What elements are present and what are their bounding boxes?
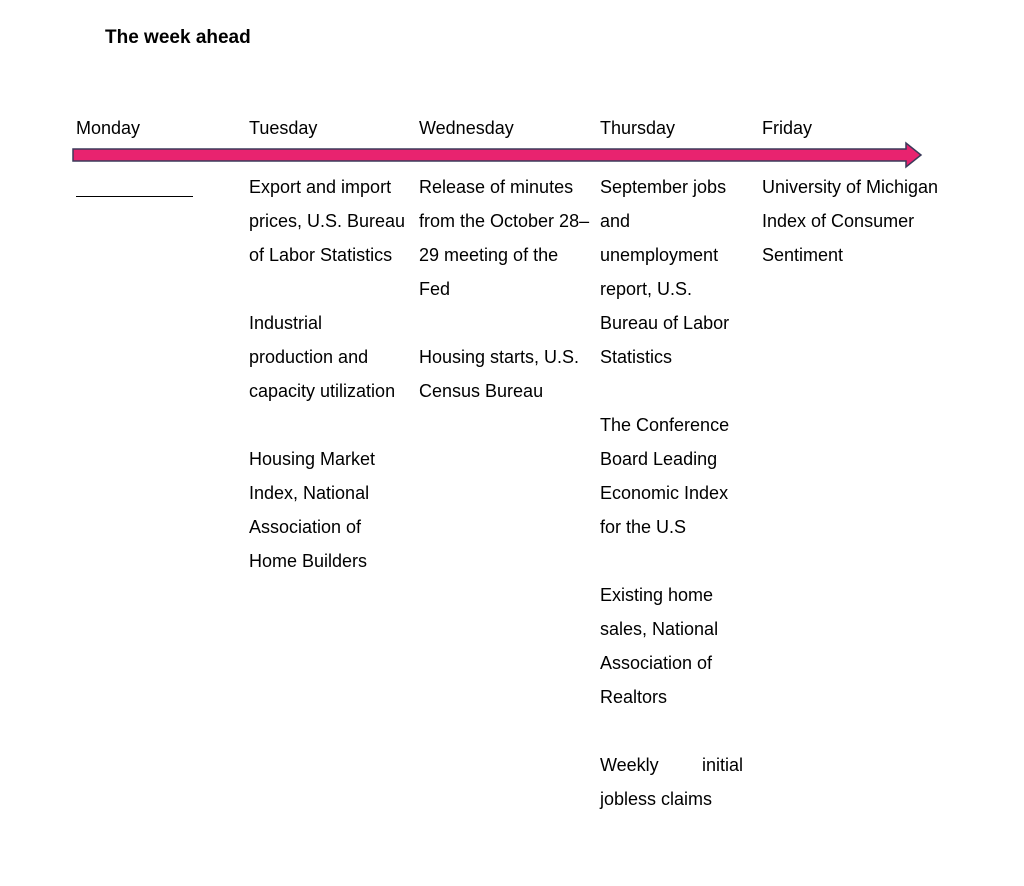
day-label-tuesday: Tuesday xyxy=(249,118,318,138)
event-item: September jobs and unemployment report, U.S. Bureau of Labor Statistics xyxy=(600,177,730,367)
tuesday-events xyxy=(249,170,409,612)
event-word: jobless claims xyxy=(600,789,713,809)
timeline-arrow-shape xyxy=(73,143,921,167)
friday-events xyxy=(762,170,962,306)
event-item: Housing starts, U.S. Census Bureau xyxy=(419,347,580,401)
event-item: Export and import prices, U.S. Bureau of Labor Statistics xyxy=(249,177,406,265)
event-word: Weekly xyxy=(600,755,659,775)
day-label-wednesday: Wednesday xyxy=(419,118,514,138)
event-item: Release of minutes from the October 28–29 meeting of the Fed xyxy=(419,177,590,299)
event-item: The Conference Board Leading Economic Index for the U.S xyxy=(600,415,730,537)
day-label-thursday: Thursday xyxy=(600,118,676,138)
event-item-jobless-claims xyxy=(600,748,743,816)
event-item: Housing Market Index, National Association of Home Builders xyxy=(249,449,376,571)
page-title: The week ahead xyxy=(105,27,251,48)
event-word: initial xyxy=(701,755,743,775)
timeline-arrow xyxy=(72,141,924,169)
event-item: University of Michigan Index of Consumer Sentiment xyxy=(762,177,939,265)
event-item: Industrial production and capacity utilization xyxy=(249,313,396,401)
wednesday-events xyxy=(419,170,591,442)
thursday-events xyxy=(600,170,743,850)
monday-blank-line xyxy=(76,196,193,197)
day-label-friday: Friday xyxy=(762,118,813,138)
day-label-monday: Monday xyxy=(76,118,141,138)
event-item: Existing home sales, National Association of Realtors xyxy=(600,585,719,707)
